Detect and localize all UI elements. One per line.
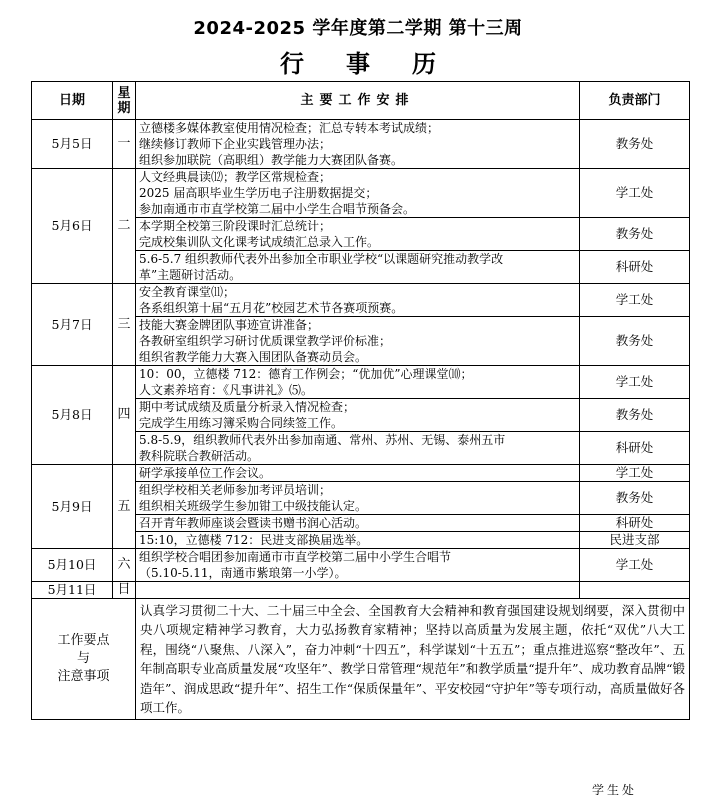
work-items-cell: [136, 515, 580, 532]
dept-cell: [580, 582, 690, 599]
work-item-line: 2025 届高职毕业生学历电子注册数据提交；: [139, 186, 378, 200]
dept-cell: 学工处: [580, 366, 690, 399]
work-item-line: 组织学校合唱团参加南通市市直学校第二届中小学生合唱节: [139, 550, 452, 564]
notes-text: 认真学习贯彻二十大、二十届三中全会、全国教育大会精神和教育强国建设规划纲要，深入贯彻中央八项规定精神学习教育，大力弘扬教育家精神；坚持以高质量为发展主题，依托“双优”八大工程，围绕“八聚焦、八深入”，奋力冲刺“十四五”，科学谋划“十五五”；重点推进巡察“整改年”、五年制高职专业高质量发展“攻坚年”、教学日常管理“规范年”和教学质量“提升年”、成功教育品牌“锻造年”、润成思政“提升年”、招生工作“保质保量年”、平安校园“守护年”等专项行动，高质量做好各项工作。: [136, 599, 690, 720]
date-cell: 5月8日: [32, 366, 113, 465]
weekday-cell: 四: [113, 366, 136, 465]
work-item-line: 10：00，立德楼 712：德育工作例会；“优加优”心理课堂⑽；: [139, 367, 473, 381]
work-item-line: 研学承接单位工作会议。: [139, 466, 272, 480]
dept-cell: 科研处: [580, 515, 690, 532]
work-item-line: 组织学校相关老师参加考评员培训；: [139, 483, 332, 497]
work-item-line: 技能大赛金牌团队事迹宣讲准备；: [139, 318, 320, 332]
schedule-row: [32, 465, 690, 482]
notes-label-line: 注意事项: [57, 669, 110, 685]
work-items-cell: [136, 169, 580, 218]
header-weekday: 星期: [113, 82, 136, 120]
work-item-line: 各系组织第十届“五月花”校园艺术节各赛项预赛。: [139, 301, 404, 315]
work-item-line: 各教研室组织学习研讨优质课堂教学评价标准；: [139, 334, 392, 348]
date-cell: 5月7日: [32, 284, 113, 366]
work-item-line: 教科院联合教研活动。: [139, 449, 260, 463]
schedule-row: [32, 582, 690, 599]
work-item-line: 完成学生用练习簿采购合同续签工作。: [139, 416, 344, 430]
date-cell: 5月6日: [32, 169, 113, 284]
header-dept: 负责部门: [580, 82, 690, 120]
notes-label: [32, 599, 136, 720]
schedule-row: [32, 366, 690, 399]
weekday-cell: 日: [113, 582, 136, 599]
work-item-line: 5.8-5.9，组织教师代表外出参加南通、常州、苏州、无锡、泰州五市: [139, 433, 506, 447]
work-item-line: 安全教育课堂⑾；: [139, 285, 236, 299]
work-item-line: 组织相关班级学生参加钳工中级技能认定。: [139, 499, 368, 513]
notes-label-line: 工作要点: [57, 633, 110, 649]
work-item-line: 人文经典晨读⑿；教学区常规检查；: [139, 170, 332, 184]
page-subtitle: 行事历: [280, 50, 478, 78]
schedule-row: [32, 549, 690, 582]
work-item-line: 期中考试成绩及质量分析录入情况检查；: [139, 400, 356, 414]
notes-row: [32, 599, 690, 720]
work-items-cell: [136, 218, 580, 251]
work-item-line: 参加南通市市直学校第二届中小学生合唱节预备会。: [139, 202, 416, 216]
work-items-cell: [136, 366, 580, 399]
weekday-cell: 一: [113, 120, 136, 169]
work-items-cell: [136, 482, 580, 515]
work-item-line: 立德楼多媒体教室使用情况检查；汇总专转本考试成绩；: [139, 121, 440, 135]
work-item-line: 本学期全校第三阶段课时汇总统计；: [139, 219, 332, 233]
work-item-line: 完成校集训队文化课考试成绩汇总录入工作。: [139, 235, 380, 249]
page-title: 2024-2025 学年度第二学期 第十三周: [193, 18, 523, 39]
dept-cell: 学工处: [580, 549, 690, 582]
header-date: 日期: [32, 82, 113, 120]
dept-cell: 科研处: [580, 251, 690, 284]
work-items-cell: [136, 549, 580, 582]
work-item-line: 15:10，立德楼 712：民进支部换届选举。: [139, 533, 369, 547]
dept-cell: 教务处: [580, 482, 690, 515]
work-item-line: 5.6-5.7 组织教师代表外出参加全市职业学校“以课题研究推动教学改: [139, 252, 504, 266]
dept-cell: 民进支部: [580, 532, 690, 549]
date-cell: 5月11日: [32, 582, 113, 599]
dept-cell: 教务处: [580, 120, 690, 169]
schedule-row: [32, 284, 690, 317]
work-items-cell: [136, 284, 580, 317]
weekday-cell: 五: [113, 465, 136, 549]
work-item-line: 组织省教学能力大赛入围团队备赛动员会。: [139, 350, 368, 364]
work-items-cell: [136, 317, 580, 366]
header-main-work: 主要工作安排: [136, 82, 580, 120]
notes-label-line: 与: [76, 651, 90, 667]
footer-fragment: 学生处: [592, 783, 638, 797]
date-cell: 5月5日: [32, 120, 113, 169]
work-item-line: 革”主题研讨活动。: [139, 268, 242, 282]
work-item-line: 人文素养培育：《凡事讲礼》⑸。: [139, 383, 314, 397]
schedule-row: [32, 169, 690, 218]
work-item-line: 继续修订教师下企业实践管理办法；: [139, 137, 332, 151]
date-cell: 5月9日: [32, 465, 113, 549]
dept-cell: 学工处: [580, 284, 690, 317]
work-item-line: （5.10-5.11，南通市紫琅第一小学）。: [139, 566, 347, 580]
dept-cell: 学工处: [580, 169, 690, 218]
schedule-row: [32, 120, 690, 169]
work-items-cell: [136, 120, 580, 169]
work-items-cell: [136, 251, 580, 284]
dept-cell: 学工处: [580, 465, 690, 482]
work-items-cell: [136, 582, 580, 599]
work-items-cell: [136, 432, 580, 465]
work-items-cell: [136, 532, 580, 549]
dept-cell: 教务处: [580, 317, 690, 366]
weekday-cell: 六: [113, 549, 136, 582]
weekday-cell: 三: [113, 284, 136, 366]
weekday-cell: 二: [113, 169, 136, 284]
work-item-line: 组织参加联院（高职组）教学能力大赛团队备赛。: [139, 153, 404, 167]
work-items-cell: [136, 399, 580, 432]
dept-cell: 科研处: [580, 432, 690, 465]
dept-cell: 教务处: [580, 399, 690, 432]
work-items-cell: [136, 465, 580, 482]
dept-cell: 教务处: [580, 218, 690, 251]
schedule-table: [31, 81, 690, 720]
work-item-line: 召开青年教师座谈会暨读书赠书润心活动。: [139, 516, 368, 530]
work-item-line: [139, 582, 576, 598]
header-row: [32, 82, 690, 120]
date-cell: 5月10日: [32, 549, 113, 582]
